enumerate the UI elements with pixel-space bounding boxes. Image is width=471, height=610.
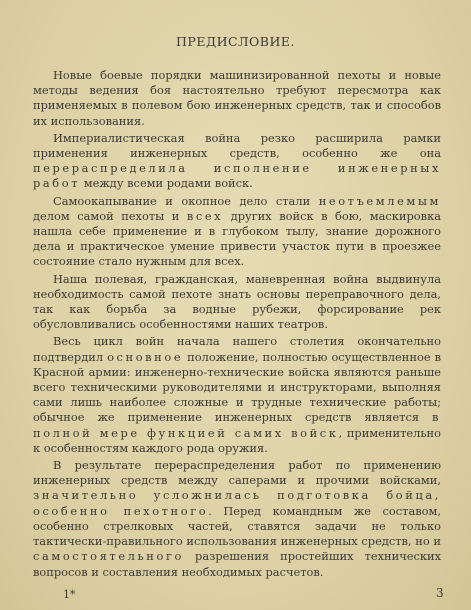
text-segment: других войск в бою, маскировка нашла себе применение и в глубоком тылу, знание дорожного дела и практическое умение привести участок пути в проезжее состояние стало нужным для всех.	[33, 208, 441, 269]
page-title: ПРЕДИСЛОВИЕ.	[176, 34, 295, 49]
emphasized-text: всех	[186, 208, 224, 223]
text-segment: Новые боевые порядки машинизированной пехоты и новые методы ведения боя настоятельно требуют пересмотра как применяемых в полевом бою инженерных средств, так и способов их использования.	[33, 68, 441, 128]
emphasized-text: основное	[107, 349, 184, 364]
emphasized-text: перераспределила исполнение инженерных работ	[33, 161, 441, 191]
text-segment: между всеми родами войск.	[80, 176, 253, 191]
text-segment: Наша полевая, гражданская, маневренная война выдвинула необходимость самой пехоте знать основы переправочного дела, так как борьба за водные рубежи, форсирование рек обусловливались особенностями наших театров.	[33, 271, 441, 332]
emphasized-text: значительно усложнилась подготовка бойца, особенно пехотного	[33, 488, 441, 518]
emphasized-text: в полной мере функцией самих войск	[33, 410, 441, 440]
page-number: 3	[436, 586, 444, 600]
paragraph	[33, 334, 441, 456]
text-segment: Весь цикл войн начала нашего столетия окончательно подтвердил	[33, 334, 441, 364]
text-segment: Империалистическая война резко расширила рамки применения инженерных средств, особенно же она	[33, 130, 441, 161]
printer-signature-mark: 1*	[63, 588, 76, 601]
paragraph	[33, 272, 441, 333]
paragraph	[33, 68, 441, 129]
text-segment: делом самой пехоты и	[33, 208, 187, 223]
paragraph	[33, 131, 441, 192]
emphasized-text: самостоятельного	[33, 549, 184, 564]
text-segment: В результате перераспределения работ по применению инженерных средств между саперами и прочими войсками,	[33, 458, 441, 488]
text-segment: , применительно к особенностям каждого рода оружия.	[33, 425, 442, 455]
paragraph	[33, 194, 441, 270]
text-segment: положение, полностью осуществленное в Красной армии: инженерно-технические войска являются раньше всего техническими руководителями и инструкторами, выполняя сами лишь наиболее сложные и трудные технические работы; обычное же применение инженерных средств является	[33, 349, 441, 425]
text-segment: . Перед командным же составом, особенно стрелковых частей, ставятся задачи не только тактически-правильного использования инженерных средств, но и	[33, 503, 441, 549]
text-segment: разрешения простейших технических вопросов и составления необходимых расчетов.	[33, 549, 441, 579]
emphasized-text: неотъемлемым	[318, 193, 441, 208]
body-text	[33, 68, 441, 582]
text-segment: Самоокапывание и окопное дело стали	[53, 193, 319, 208]
paragraph	[33, 458, 441, 580]
